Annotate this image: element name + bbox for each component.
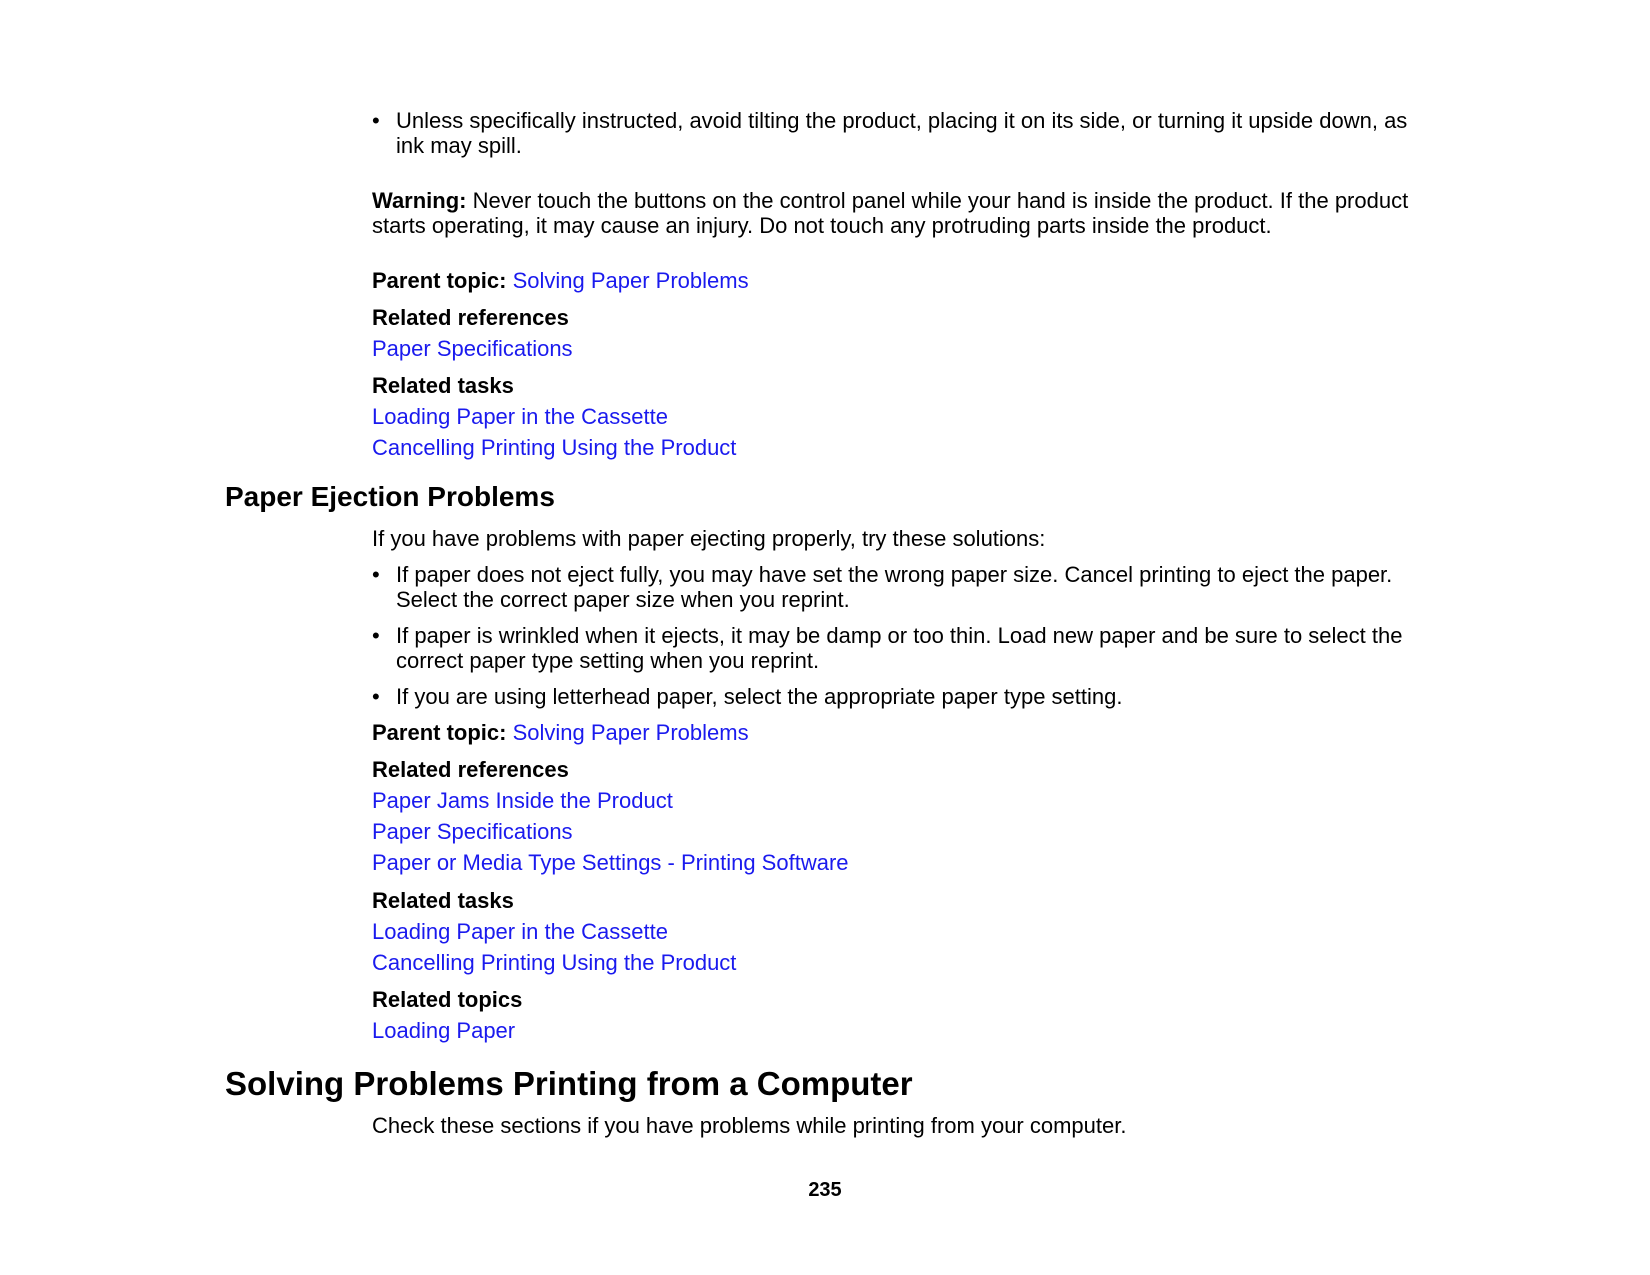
section-heading-printing-from-computer: Solving Problems Printing from a Computer: [225, 1065, 913, 1102]
ejection-bullet-1: If paper does not eject fully, you may have set the wrong paper size. Cancel printing to eject the paper. Select the correct paper size when you reprint.: [396, 562, 1393, 612]
parent-topic-label: Parent topic:: [372, 720, 507, 745]
ejection-intro: If you have problems with paper ejecting properly, try these solutions:: [372, 526, 1046, 551]
bullet-marker: •: [372, 684, 380, 709]
link-cancelling-printing[interactable]: Cancelling Printing Using the Product: [372, 950, 737, 975]
bullet-marker: •: [372, 562, 380, 587]
parent-topic-link[interactable]: Solving Paper Problems: [512, 268, 749, 293]
warning-text: Never touch the buttons on the control panel while your hand is inside the product. If the product starts operating, it may cause an injury. Do not touch any protruding parts inside the product.: [372, 188, 1409, 238]
link-loading-paper[interactable]: Loading Paper: [372, 1018, 516, 1043]
link-media-type-settings[interactable]: Paper or Media Type Settings - Printing Software: [372, 850, 849, 875]
link-paper-jams-inside[interactable]: Paper Jams Inside the Product: [372, 788, 673, 813]
link-paper-specifications[interactable]: Paper Specifications: [372, 336, 573, 361]
link-loading-paper-cassette[interactable]: Loading Paper in the Cassette: [372, 404, 668, 429]
related-references-label: Related references: [372, 757, 569, 782]
related-topics-label: Related topics: [372, 987, 523, 1012]
parent-topic-link[interactable]: Solving Paper Problems: [512, 720, 749, 745]
ejection-bullet-3: If you are using letterhead paper, select the appropriate paper type setting.: [396, 684, 1123, 709]
bullet-marker: •: [372, 108, 380, 133]
warning-label: Warning:: [372, 188, 467, 213]
tilt-caution-text: Unless specifically instructed, avoid tilting the product, placing it on its side, or turning it upside down, as ink may spill.: [396, 108, 1408, 158]
related-tasks-label: Related tasks: [372, 373, 514, 398]
bullet-marker: •: [372, 623, 380, 648]
link-loading-paper-cassette[interactable]: Loading Paper in the Cassette: [372, 919, 668, 944]
related-tasks-label: Related tasks: [372, 888, 514, 913]
warning-paragraph: [372, 188, 1412, 238]
section-heading-paper-ejection: Paper Ejection Problems: [225, 481, 555, 512]
ejection-bullet-2: If paper is wrinkled when it ejects, it may be damp or too thin. Load new paper and be sure to select the correct paper type setting when you reprint.: [396, 623, 1403, 673]
ejection-parent-topic-row: [372, 720, 749, 746]
page-number: 235: [808, 1179, 842, 1201]
link-paper-specifications[interactable]: Paper Specifications: [372, 819, 573, 844]
related-references-label: Related references: [372, 305, 569, 330]
parent-topic-label: Parent topic:: [372, 268, 507, 293]
parent-topic-row: [372, 268, 749, 294]
computer-intro: Check these sections if you have problems while printing from your computer.: [372, 1113, 1127, 1138]
link-cancelling-printing[interactable]: Cancelling Printing Using the Product: [372, 435, 737, 460]
